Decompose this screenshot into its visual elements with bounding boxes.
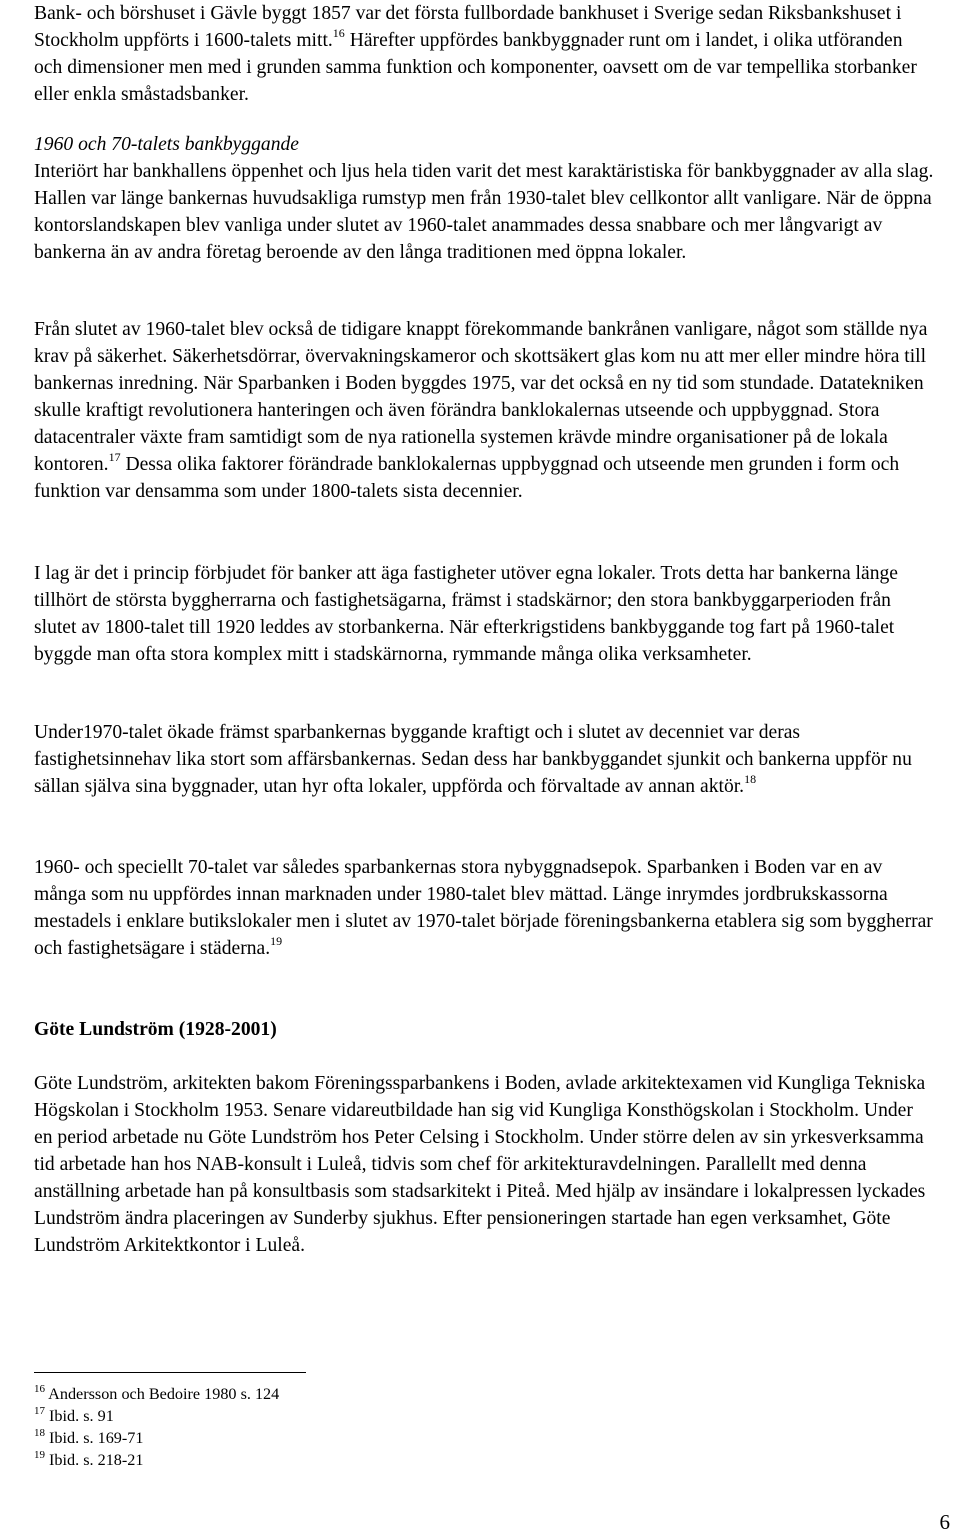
paragraph-sparbanker-1970	[34, 719, 934, 800]
footnote	[34, 1449, 634, 1471]
footnote-ref: 19	[270, 934, 283, 948]
paragraph-text: Från slutet av 1960-talet blev också de tidigare knappt förekommande bankrånen vanligare, något som ställde nya krav på säkerhet. Säkerhetsdörrar, övervakningskameror och skottsäkert glas kom nu att mer eller mindre höra till bankernas inredning. När Sparbanken i Boden byggdes 1975, var det också en ny tid som stundade. Datatekniken skulle kraftigt revolutionera hanteringen och även förändra banklokalernas utseende och uppbyggnad. Stora datacentraler växte fram samtidigt som de nya rationella systemen krävde mindre organisationer på de lokala kontoren.	[34, 319, 928, 475]
footnote-number: 19	[34, 1449, 45, 1461]
paragraph-lundstrom-bio	[34, 1070, 934, 1259]
section-heading: Göte Lundström (1928-2001)	[34, 1019, 277, 1040]
paragraph-nybyggnadsepok	[34, 854, 934, 962]
paragraph-text: Härefter uppfördes bankbyggnader runt om i landet, i olika utföranden och dimensioner men med i grunden samma funktion och komponenter, oavsett om de var tempellika storbanker eller enkla småstadsbanker.	[34, 30, 917, 105]
footnote-divider	[34, 1372, 306, 1373]
footnote-text: Ibid. s. 169-71	[49, 1429, 144, 1447]
footnote-text: Ibid. s. 218-21	[49, 1451, 144, 1469]
paragraph-text: Dessa olika faktorer förändrade banklokalernas uppbyggnad och utseende men grunden i form och funktion var densamma som under 1800-talets sista decennier.	[34, 454, 900, 502]
footnote-text: Andersson och Bedoire 1980 s. 124	[48, 1385, 280, 1403]
footnote	[34, 1427, 634, 1449]
footnote-number: 16	[34, 1383, 45, 1395]
footnote-number: 18	[34, 1427, 45, 1439]
footnote-number: 17	[34, 1405, 45, 1417]
paragraph-bankhus-history	[34, 0, 934, 108]
page-number: 6	[939, 1510, 950, 1534]
paragraph-bankbyggande	[34, 131, 934, 266]
subheading: 1960 och 70-talets bankbyggande	[34, 134, 300, 155]
footnote-text: Ibid. s. 91	[49, 1407, 114, 1425]
footnote	[34, 1405, 634, 1427]
footnote	[34, 1383, 634, 1405]
paragraph-security	[34, 316, 934, 505]
paragraph-text: I lag är det i princip förbjudet för banker att äga fastigheter utöver egna lokaler. Trots detta har bankerna länge tillhört de största byggherrarna och fastighetsägarna, främst i stadskärnor; den stora bankbyggarperioden från slutet av 1800-talet till 1920 leddes av storbankerna. När efterkrigstidens bankbyggande tog fart på 1960-talet byggde man ofta stora komplex mitt i stadskärnorna, rymmande många olika verksamheter.	[34, 563, 898, 665]
footnote-ref: 16	[332, 26, 345, 40]
paragraph-text: Interiört har bankhallens öppenhet och ljus hela tiden varit det mest karaktäristiska för bankbyggnader av alla slag. Hallen var länge bankernas huvudsakliga rumstyp men från 1930-talet blev cellkontor allt vanligare. När de öppna kontorslandskapen blev vanliga under slutet av 1960-talet anammades dessa snabbare och mer långvarigt av bankerna än av andra företag beroende av den långa traditionen med öppna lokaler.	[34, 161, 934, 263]
footnotes	[34, 1383, 634, 1471]
paragraph-text: Under1970-talet ökade främst sparbankernas byggande kraftigt och i slutet av decenniet var deras fastighetsinnehav lika stort som affärsbankernas. Sedan dess har bankbyggandet sjunkit och bankerna uppför nu sällan själva sina byggnader, utan hyr ofta lokaler, uppförda och förvaltade av annan aktör.	[34, 722, 912, 797]
paragraph-property-law	[34, 560, 934, 668]
paragraph-text: Bank- och börshuset i Gävle byggt 1857 var det första fullbordade bankhuset i Sverige sedan Riksbankshuset i Stockholm uppförts i 1600-talets mitt.	[34, 3, 902, 51]
paragraph-text: 1960- och speciellt 70-talet var således sparbankernas stora nybyggnadsepok. Sparbanken i Boden var en av många som nu uppfördes innan marknaden under 1980-talet blev mättad. Länge inrymdes jordbrukskassorna mestadels i enklare butikslokaler men i slutet av 1970-talet började föreningsbankerna etablera sig som byggherrar och fastighetsägare i städerna.	[34, 857, 933, 959]
paragraph-text: Göte Lundström, arkitekten bakom Föreningssparbankens i Boden, avlade arkitektexamen vid Kungliga Tekniska Högskolan i Stockholm 1953. Senare vidareutbildade han sig vid Kungliga Konsthögskolan i Stockholm. Under en period arbetade nu Göte Lundström hos Peter Celsing i Stockholm. Under större delen av sin yrkesverksamma tid arbetade han hos NAB-konsult i Luleå, tidvis som chef för arkitekturavdelningen. Parallellt med denna anställning arbetade han på konsultbasis som stadsarkitekt i Piteå. Med hjälp av insändare i lokalpressen lyckades Lundström ändra placeringen av Sunderby sjukhus. Efter pensioneringen startade han egen verksamhet, Göte Lundström Arkitektkontor i Luleå.	[34, 1073, 926, 1256]
footnote-ref: 17	[108, 450, 121, 464]
footnote-ref: 18	[744, 772, 757, 786]
